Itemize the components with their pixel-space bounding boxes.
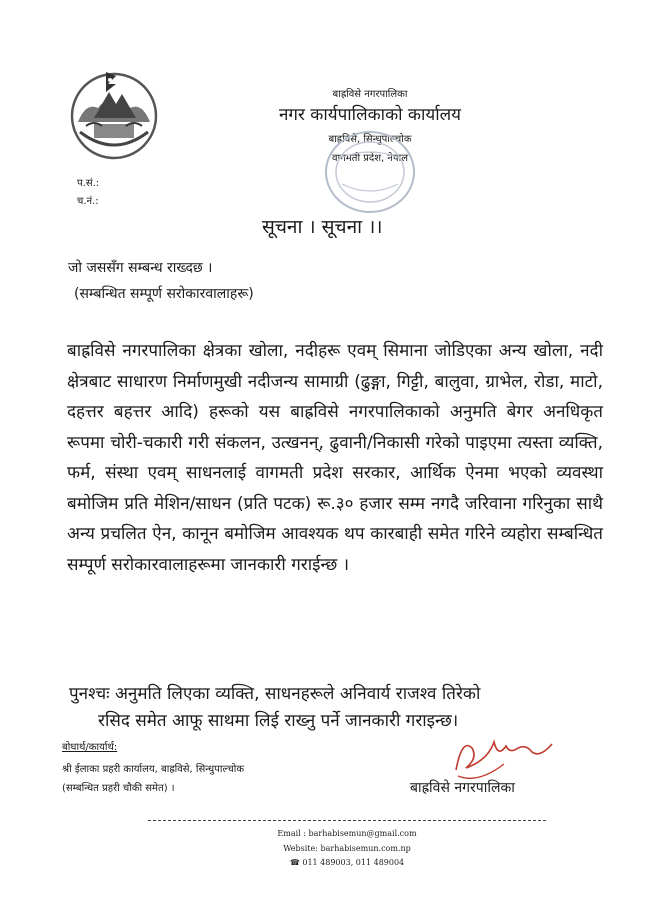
footer-phone: ☎ 011 489003, 011 489004	[289, 858, 405, 867]
notice-body-paragraph: बाह्रविसे नगरपालिका क्षेत्रका खोला, नदीहरू एवम् सिमाना जोडिएका अन्य खोला, नदी क्षेत्रबाट साधारण निर्माणमुखी नदीजन्य सामाग्री (ढुङ्गा, गिट्टी, बालुवा, ग्राभेल, रोडा, माटो, दहत्तर बहत्तर आदि) हरूको यस बाह्रविसे नगरपालिकाको अनुमति बेगर अनधिकृत रूपमा चोरी-चकारी गरी संकलन, उत्खनन्, ढुवानी/निकासी गरेको पाइएमा त्यस्ता व्यक्ति, फर्म, संस्था एवम् साधनलाई वागमती प्रदेश सरकार, आर्थिक ऐनमा भएको व्यवस्था बमोजिम प्रति मेशिन/साधन (प्रति पटक) रू.३० हजार सम्म नगदै जरिवाना गरिनुका साथै अन्य प्रचलित ऐन, कानून बमोजिम आवश्यक थप कारबाही समेत गरिने व्यहोरा सम्बन्धित सम्पूर्ण सरोकारवालाहरूमा जानकारी गराईन्छ ।	[67, 341, 603, 575]
signatory-name: बाह्रविसे नगरपालिका	[410, 780, 515, 796]
copy-to-line-2: (सम्बन्धित प्रहरी चौकी समेत) ।	[62, 783, 175, 794]
office-stamp	[300, 128, 418, 220]
office-name: नगर कार्यपालिकाको कार्यालय	[278, 105, 462, 125]
reference-number-label: प.सं.:	[77, 178, 100, 189]
copy-to-label: बोधार्थ/कार्यार्थ:	[62, 742, 118, 753]
recipient-line: जो जससँग सम्बन्ध राख्दछ ।	[68, 260, 213, 276]
office-province: वागमती प्रदेश, नेपाल	[332, 153, 408, 164]
postscript-line-1: पुनश्चः अनुमति लिएका व्यक्ति, साधनहरूले अनिवार्य राजश्व तिरेको	[69, 684, 481, 704]
dispatch-number-label: च.नं.:	[77, 196, 99, 207]
notice-title: सूचना । सूचना ।।	[262, 216, 383, 238]
footer-email: Email : barhabisemun@gmail.com	[277, 829, 417, 838]
government-emblem	[64, 62, 164, 162]
footer-website: Website: barhabisemun.com.np	[283, 844, 411, 853]
municipality-name: बाह्रविसे नगरपालिका	[332, 89, 408, 100]
notice-body	[67, 336, 603, 580]
postscript-line-2: रसिद समेत आफू साथमा लिई राख्नु पर्ने जानकारी गराइन्छ।	[98, 711, 459, 731]
copy-to-line-1: श्री ईलाका प्रहरी कार्यालय, बाह्रविसे, सिन्धुपाल्चोक	[62, 764, 245, 775]
office-address: बाह्रविसे, सिन्धुपाल्चोक	[328, 134, 412, 145]
footer-divider	[148, 820, 546, 821]
recipient-subline: (सम्बन्धित सम्पूर्ण सरोकारवालाहरू)	[74, 286, 254, 302]
